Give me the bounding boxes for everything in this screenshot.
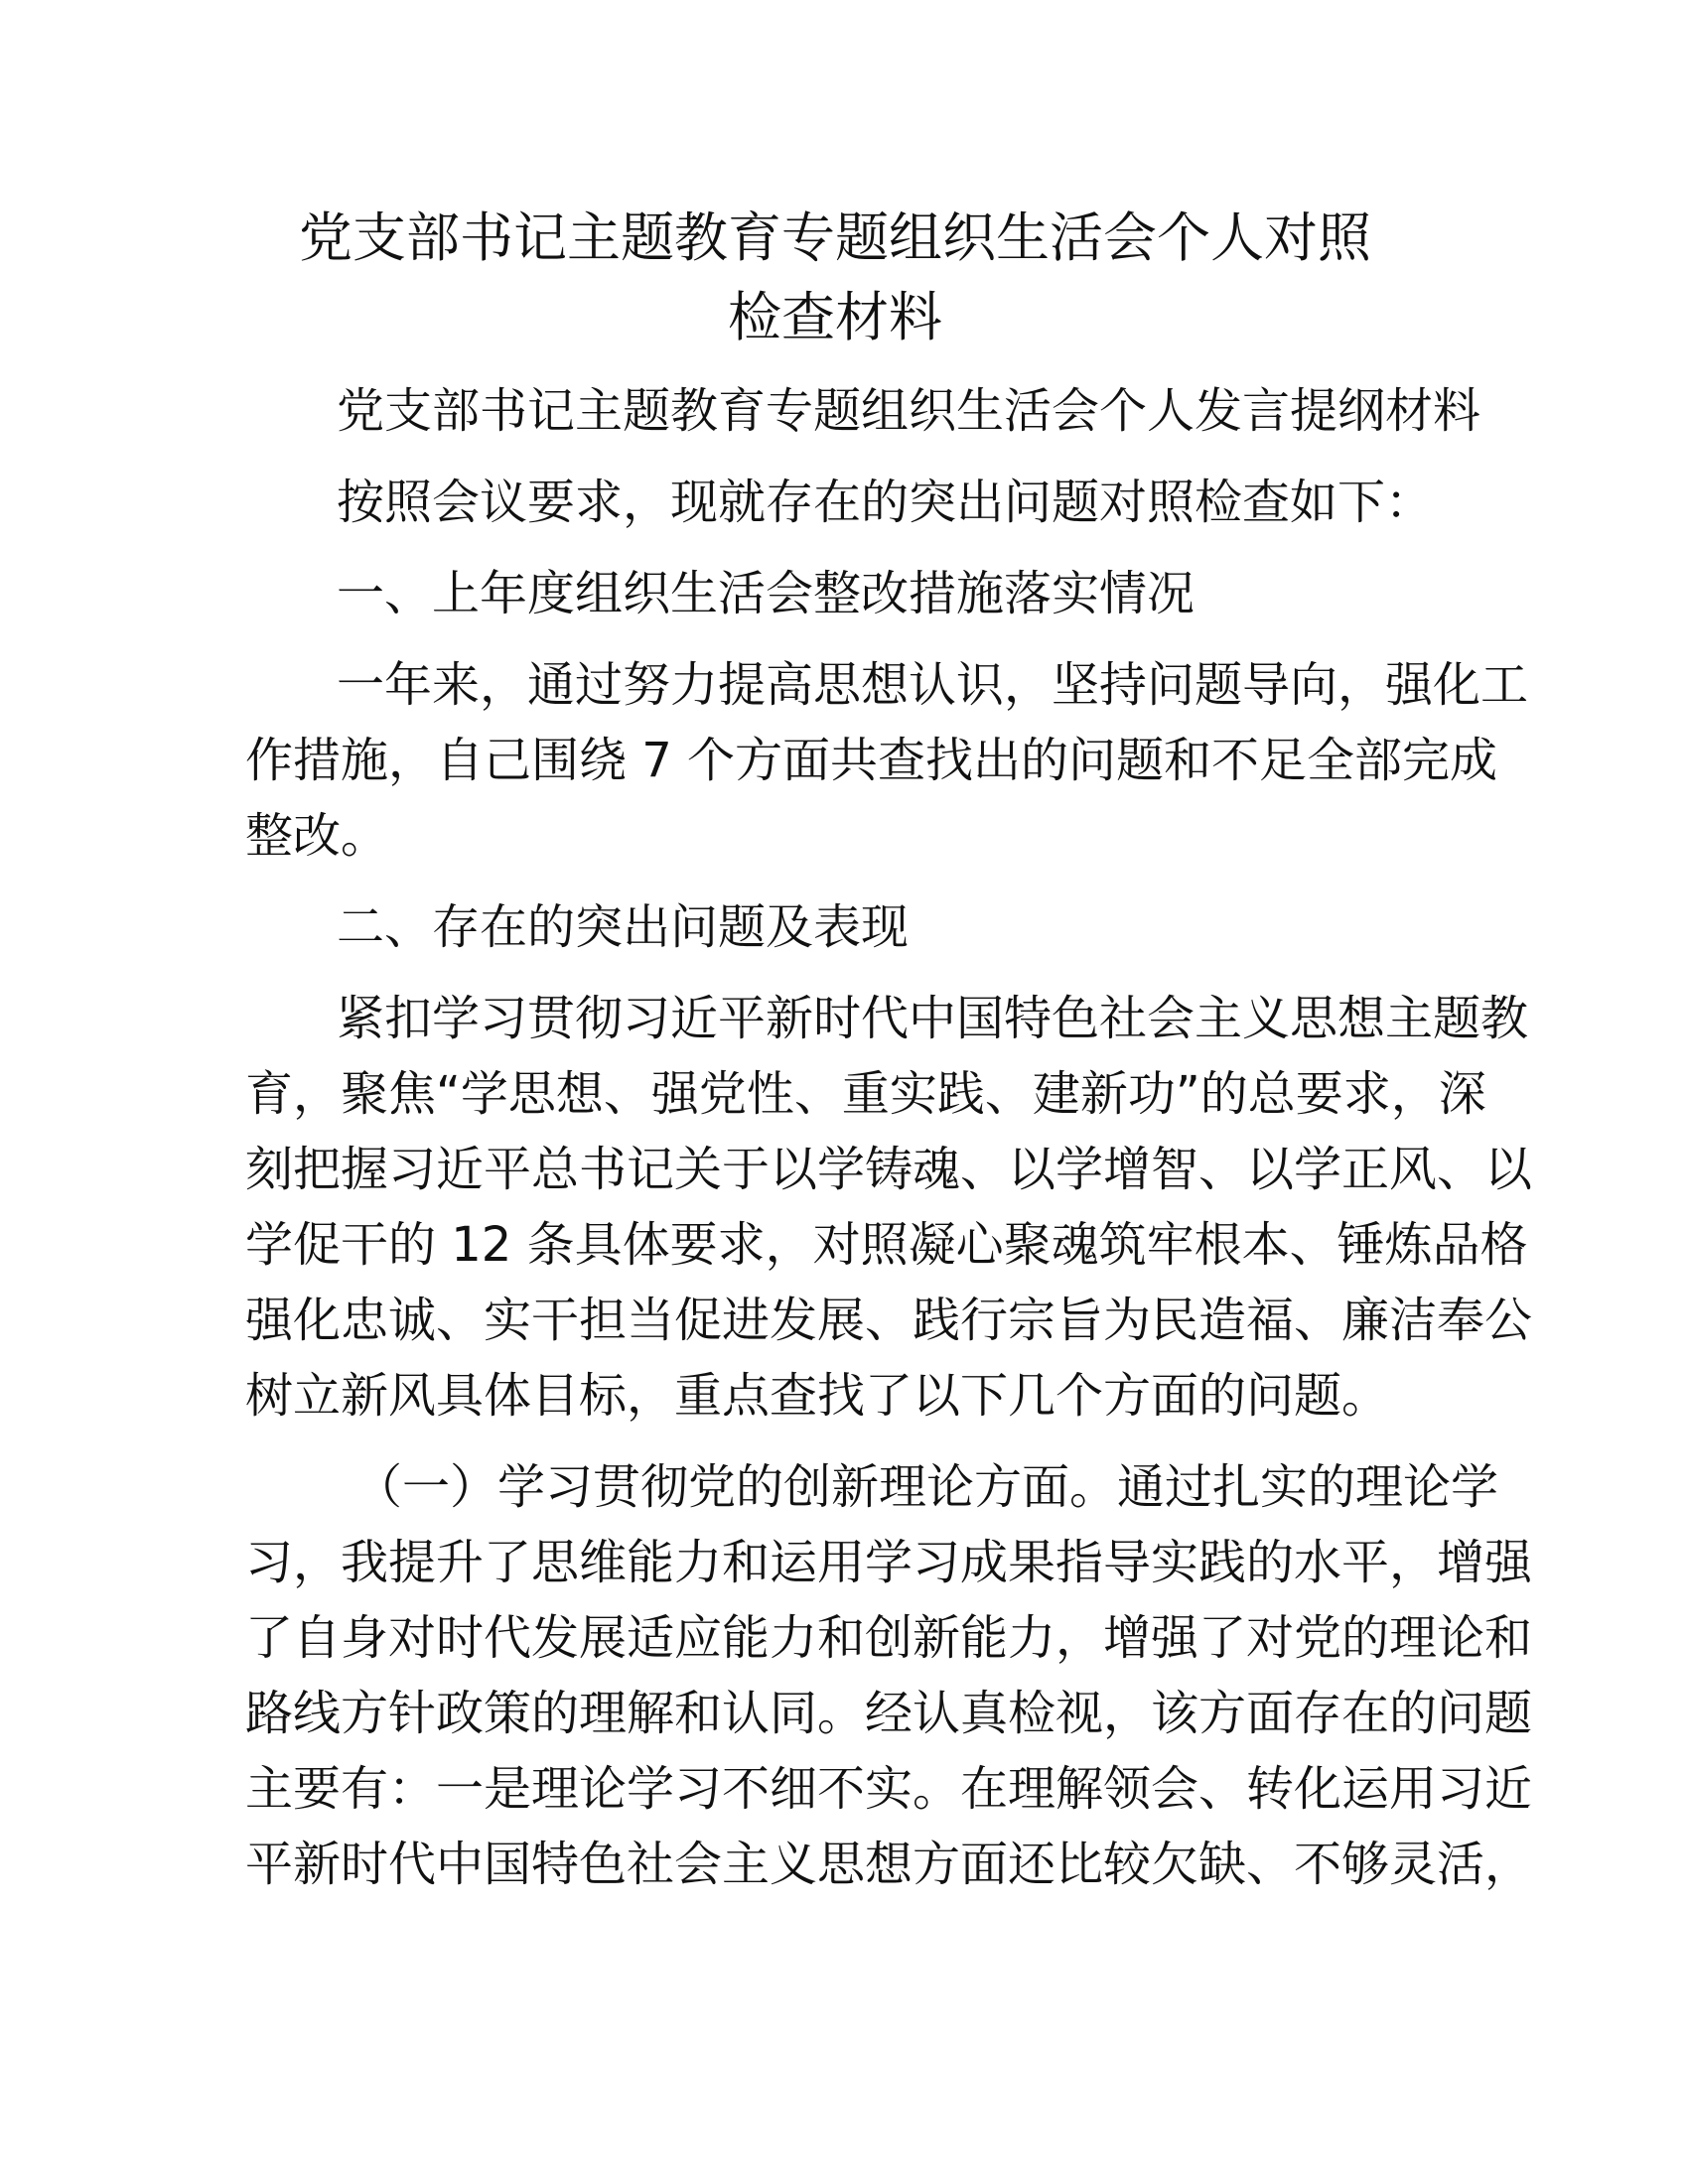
paragraph	[245, 373, 1481, 449]
paragraph-line: 习，我提升了思维能力和运用学习成果指导实践的水平，增强	[245, 1535, 1533, 1590]
paragraph	[245, 1449, 1533, 1902]
paragraph-line: 二、存在的突出问题及表现	[337, 899, 910, 955]
paragraph-line: 学促干的 12 条具体要求，对照凝心聚魂筑牢根本、锤炼品格	[245, 1217, 1528, 1273]
paragraph	[245, 647, 1529, 874]
document-body	[245, 373, 1533, 1902]
paragraph-line: 整改。	[245, 808, 389, 864]
paragraph-line: 树立新风具体目标，重点查找了以下几个方面的问题。	[245, 1368, 1390, 1424]
paragraph-line: 育，聚焦“学思想、强党性、重实践、建新功”的总要求，深	[245, 1066, 1486, 1122]
paragraph-line: 一年来，通过努力提高思想认识，坚持问题导向，强化工	[337, 657, 1529, 713]
paragraph-line: 作措施，自己围绕 7 个方面共查找出的问题和不足全部完成	[245, 733, 1498, 788]
document-title	[245, 199, 1425, 357]
paragraph	[245, 556, 1425, 631]
paragraph-line: 紧扣学习贯彻习近平新时代中国特色社会主义思想主题教	[337, 991, 1529, 1046]
paragraph	[245, 465, 1434, 540]
paragraph-line: 路线方针政策的理解和认同。经认真检视，该方面存在的问题	[245, 1686, 1533, 1741]
paragraph-line: 了自身对时代发展适应能力和创新能力，增强了对党的理论和	[245, 1610, 1533, 1666]
paragraph-line: 按照会议要求，现就存在的突出问题对照检查如下：	[337, 475, 1434, 530]
paragraph-line: （一）学习贯彻党的创新理论方面。通过扎实的理论学	[354, 1459, 1499, 1515]
paragraph-line: 一、上年度组织生活会整改措施落实情况	[337, 566, 1196, 621]
paragraph-line: 平新时代中国特色社会主义思想方面还比较欠缺、不够灵活，	[245, 1837, 1533, 1892]
paragraph-line: 党支部书记主题教育专题组织生活会个人发言提纲材料	[337, 383, 1481, 439]
paragraph-line: 主要有：一是理论学习不细不实。在理解领会、转化运用习近	[245, 1761, 1533, 1817]
paragraph-line: 强化忠诚、实干担当促进发展、践行宗旨为民造福、廉洁奉公	[245, 1293, 1533, 1348]
paragraph	[245, 889, 1425, 965]
paragraph-line: 刻把握习近平总书记关于以学铸魂、以学增智、以学正风、以	[245, 1142, 1533, 1197]
title-line: 党支部书记主题教育专题组织生活会个人对照	[299, 206, 1371, 269]
paragraph	[245, 981, 1533, 1433]
title-line: 检查材料	[728, 286, 942, 348]
document-page	[245, 199, 1533, 1902]
